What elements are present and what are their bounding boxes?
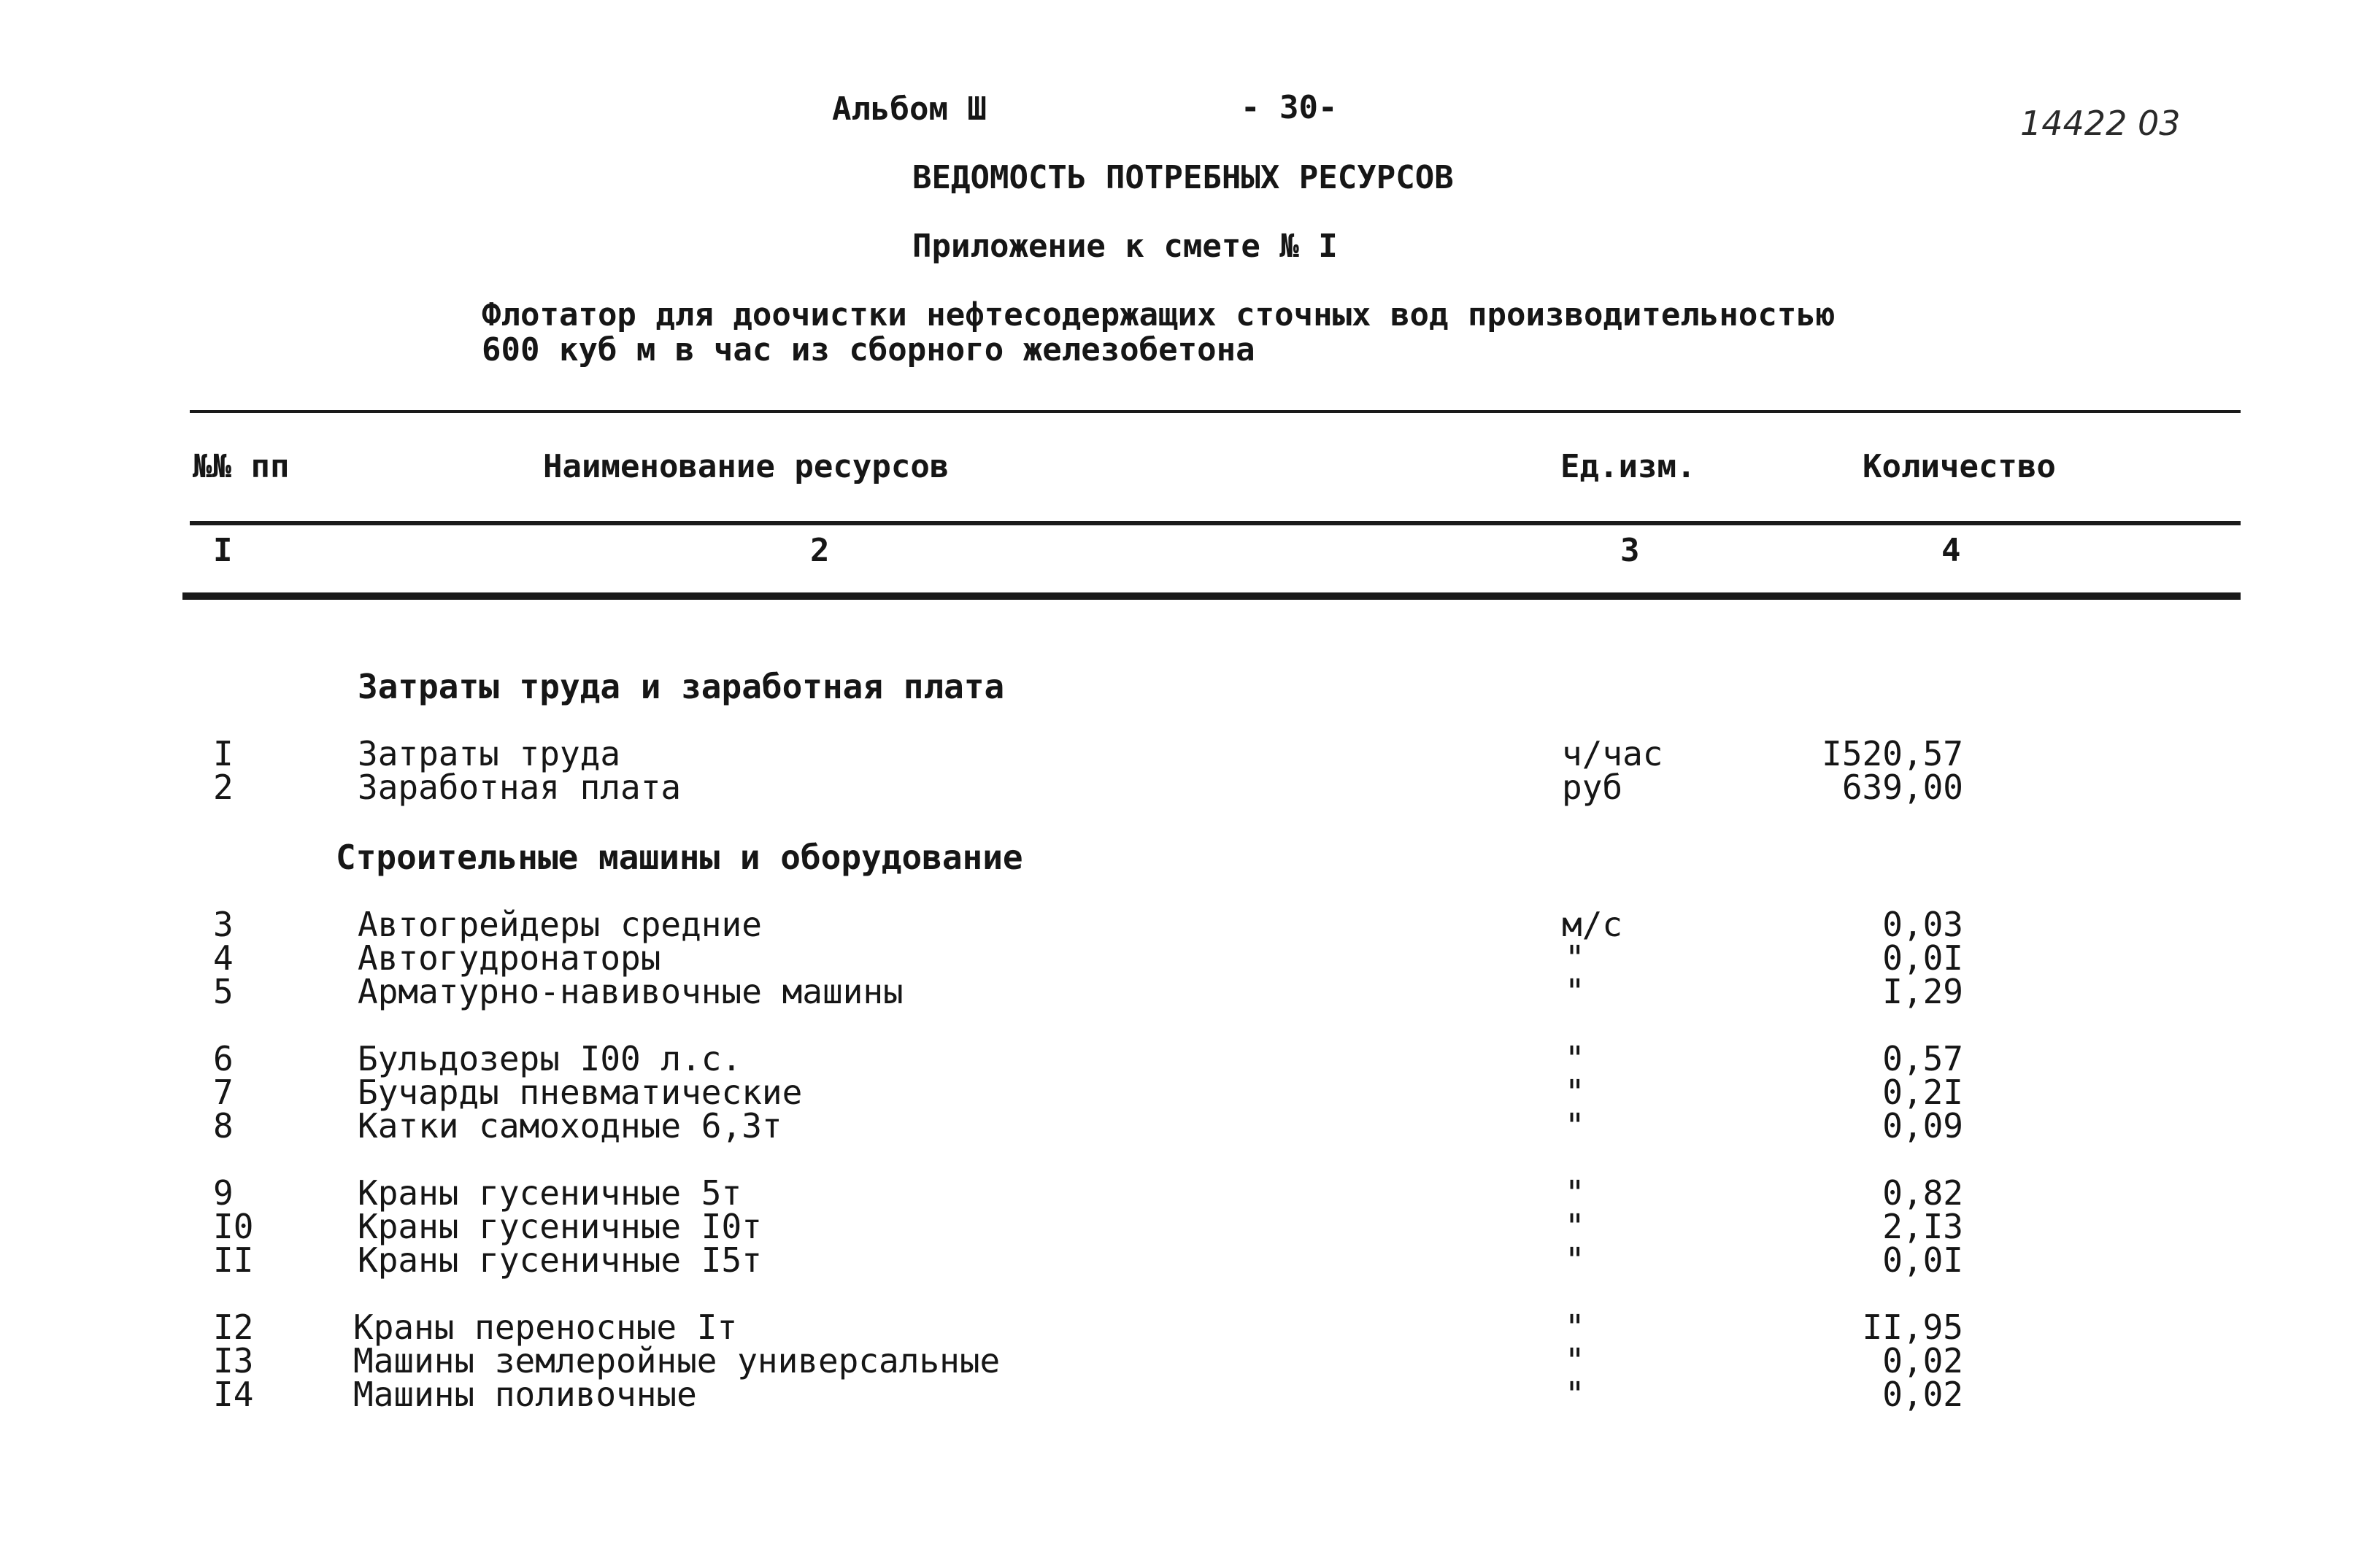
row-unit: руб: [1562, 768, 1623, 807]
row-number: 2: [213, 768, 234, 807]
row-number: I0: [213, 1207, 254, 1246]
column-header-name: Наименование ресурсов: [543, 448, 950, 485]
column-number-4: 4: [1941, 532, 1961, 569]
row-unit: ": [1565, 1240, 1585, 1280]
row-quantity: 0,03: [1882, 905, 1963, 944]
row-name: Машины землеройные универсальные: [353, 1341, 1001, 1380]
row-unit: ": [1565, 938, 1585, 978]
row-name: Краны переносные Iт: [353, 1308, 738, 1347]
row-number: I3: [213, 1341, 254, 1380]
row-quantity: II,95: [1862, 1308, 1963, 1347]
row-quantity: 0,2I: [1882, 1073, 1963, 1112]
row-unit: м/с: [1562, 905, 1623, 944]
row-quantity: 0,02: [1882, 1341, 1963, 1380]
row-name: Краны гусеничные 5т: [358, 1173, 742, 1213]
row-unit: ": [1565, 1207, 1585, 1246]
table-top-rule: [190, 410, 2241, 413]
table-numbers-rule: [182, 592, 2241, 600]
page-number: - 30-: [1241, 89, 1338, 126]
row-name: Бульдозеры I00 л.с.: [358, 1039, 742, 1078]
row-number: I2: [213, 1308, 254, 1347]
row-number: I4: [213, 1375, 254, 1414]
column-number-3: 3: [1620, 532, 1640, 569]
column-header-unit: Ед.изм.: [1560, 448, 1696, 485]
row-number: 4: [213, 938, 234, 978]
table-header-rule: [190, 521, 2241, 525]
row-number: I: [213, 734, 234, 773]
row-name: Бучарды пневматические: [358, 1073, 803, 1112]
row-unit: ": [1565, 1308, 1585, 1347]
row-number: 9: [213, 1173, 234, 1213]
row-unit: ": [1565, 972, 1585, 1011]
row-quantity: 0,57: [1882, 1039, 1963, 1078]
document-title: ВЕДОМОСТЬ ПОТРЕБНЫХ РЕСУРСОВ: [912, 159, 1454, 196]
row-unit: ": [1565, 1039, 1585, 1078]
subject-line-1: Флотатор для доочистки нефтесодержащих сточных вод производительностью: [482, 296, 1836, 333]
row-unit: ч/час: [1562, 734, 1663, 773]
row-unit: ": [1565, 1073, 1585, 1112]
row-name: Затраты труда: [358, 734, 621, 773]
row-number: 5: [213, 972, 234, 1011]
row-unit: ": [1565, 1375, 1585, 1414]
column-number-2: 2: [810, 532, 830, 569]
document-code: 14422 03: [2020, 104, 2181, 143]
appendix-label: Приложение к смете № I: [912, 228, 1338, 265]
row-unit: ": [1565, 1106, 1585, 1146]
row-quantity: 0,82: [1882, 1173, 1963, 1213]
row-name: Катки самоходные 6,3т: [358, 1106, 782, 1146]
row-name: Автогудронаторы: [358, 938, 661, 978]
row-number: 6: [213, 1039, 234, 1078]
row-name: Арматурно-навивочные машины: [358, 972, 904, 1011]
column-header-quantity: Количество: [1863, 448, 2056, 485]
row-number: 8: [213, 1106, 234, 1146]
row-name: Краны гусеничные I0т: [358, 1207, 762, 1246]
section-title-labor: Затраты труда и заработная плата: [358, 667, 1005, 706]
row-number: 3: [213, 905, 234, 944]
row-number: II: [213, 1240, 254, 1280]
row-name: Автогрейдеры средние: [358, 905, 762, 944]
column-header-number: №№ пп: [193, 448, 290, 485]
row-name: Заработная плата: [358, 768, 682, 807]
row-unit: ": [1565, 1173, 1585, 1213]
row-quantity: I520,57: [1822, 734, 1963, 773]
album-label: Альбом Ш: [832, 90, 987, 128]
section-title-machines: Строительные машины и оборудование: [336, 838, 1023, 877]
row-quantity: 0,09: [1882, 1106, 1963, 1146]
row-quantity: 2,I3: [1882, 1207, 1963, 1246]
row-name: Машины поливочные: [353, 1375, 697, 1414]
row-quantity: 639,00: [1841, 768, 1963, 807]
row-quantity: 0,02: [1882, 1375, 1963, 1414]
row-name: Краны гусеничные I5т: [358, 1240, 762, 1280]
row-quantity: I,29: [1882, 972, 1963, 1011]
row-quantity: 0,0I: [1882, 938, 1963, 978]
row-unit: ": [1565, 1341, 1585, 1380]
column-number-1: I: [213, 532, 233, 569]
row-number: 7: [213, 1073, 234, 1112]
row-quantity: 0,0I: [1882, 1240, 1963, 1280]
subject-line-2: 600 куб м в час из сборного железобетона: [482, 331, 1255, 368]
